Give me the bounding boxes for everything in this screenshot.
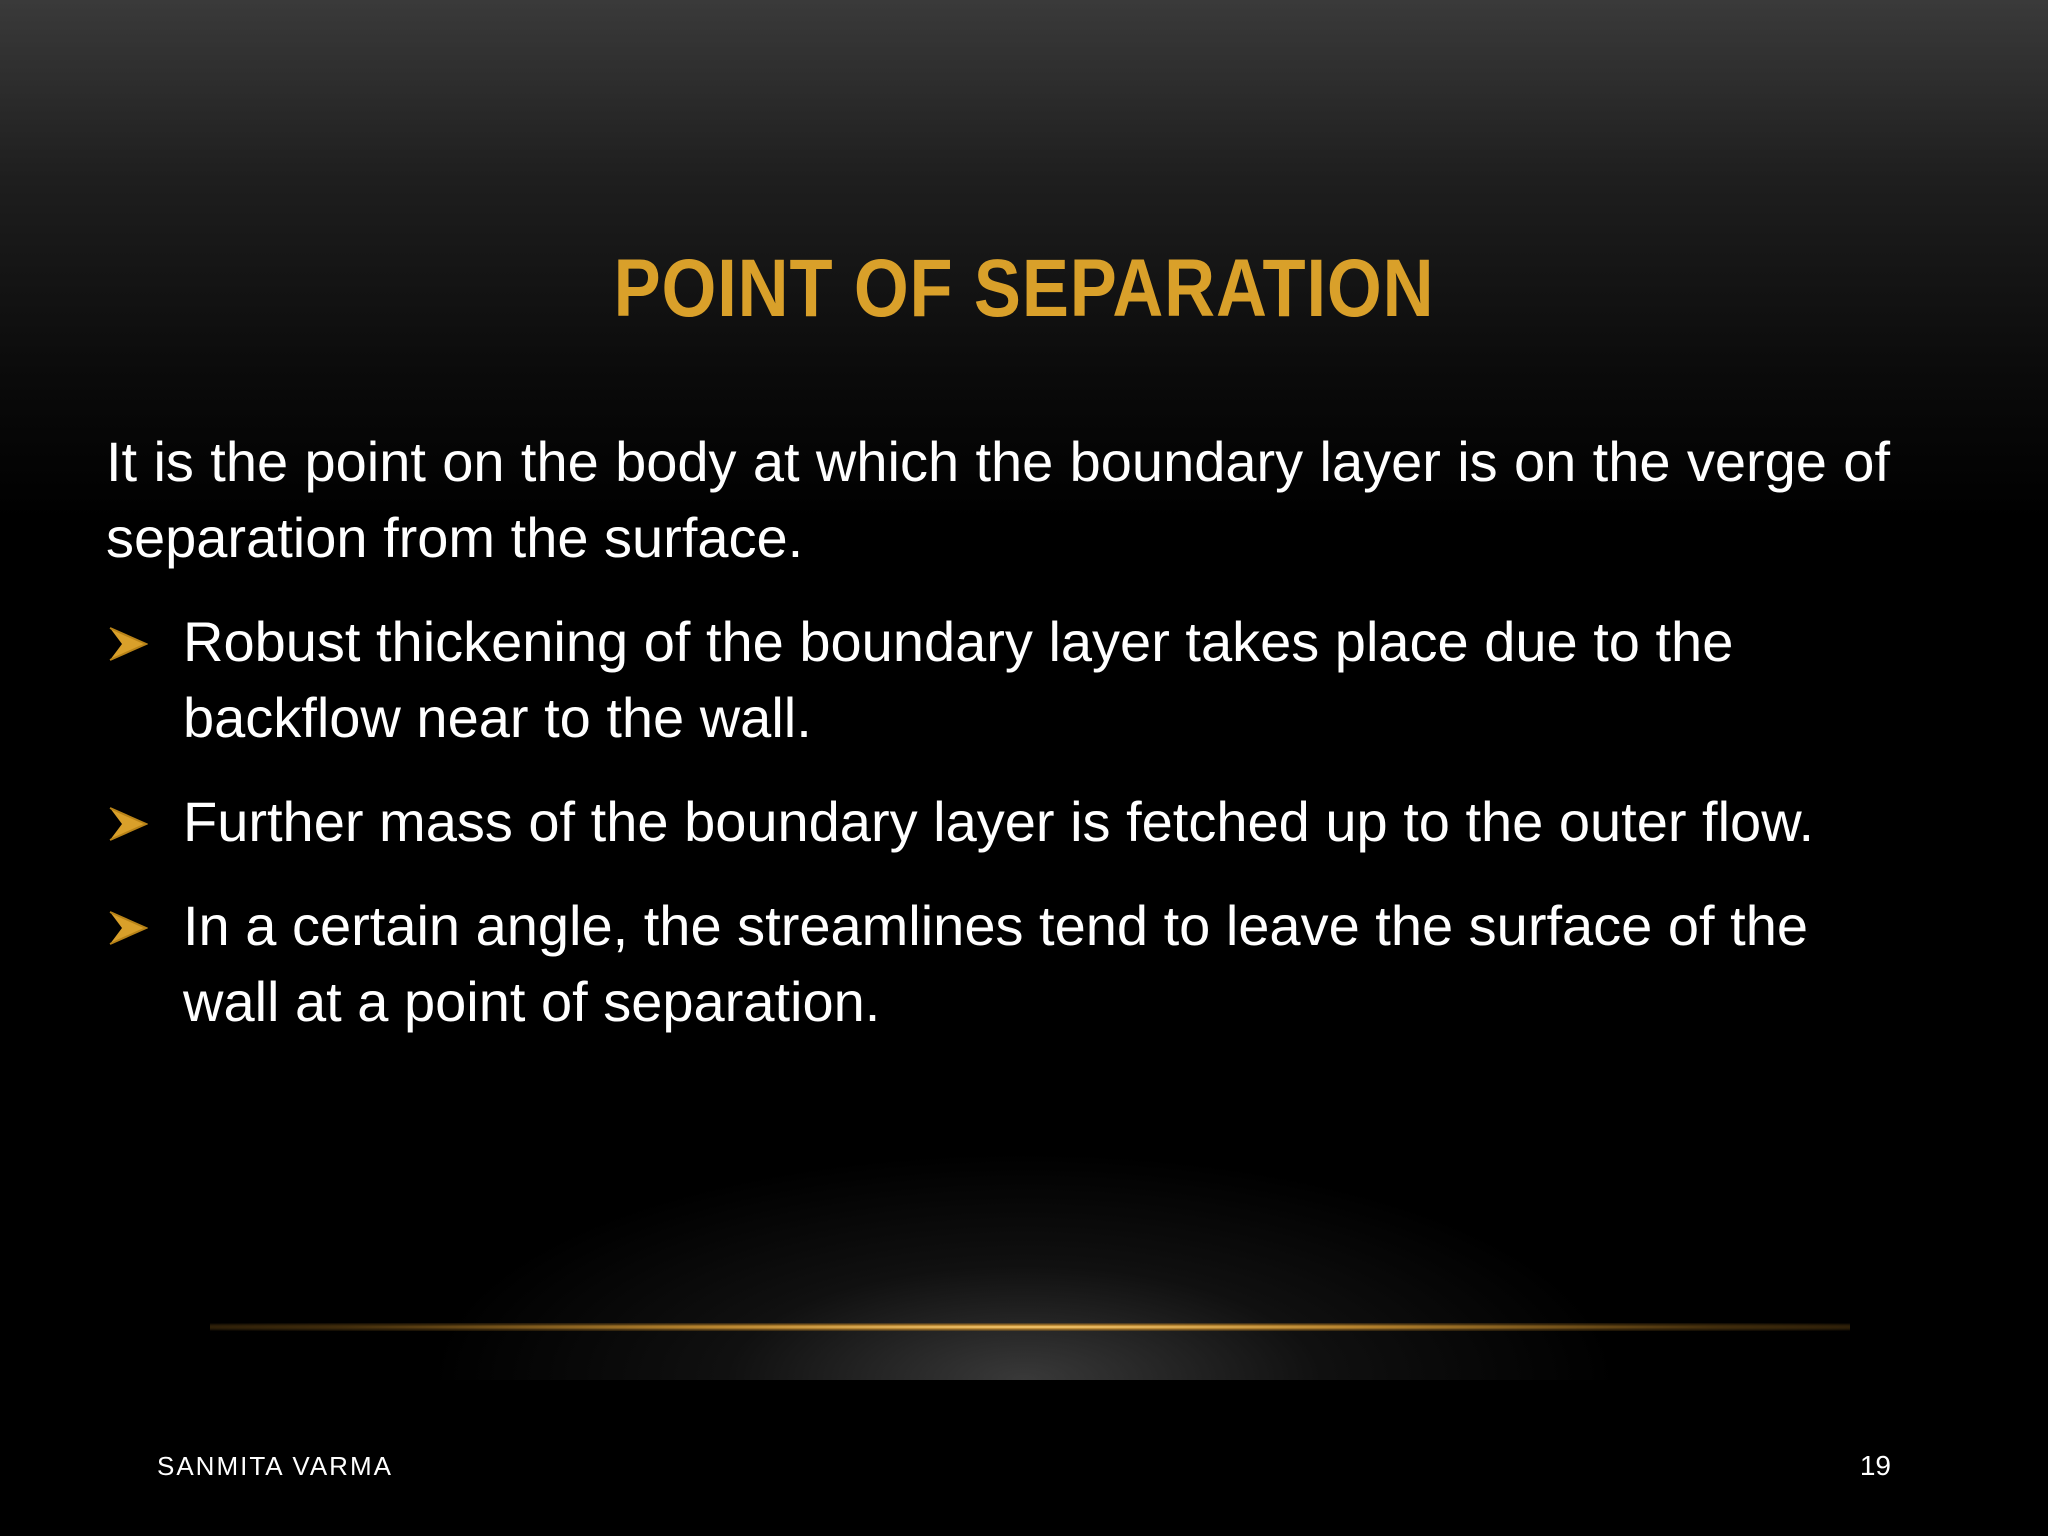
bullet-text-2: Further mass of the boundary layer is fetched up to the outer flow. — [183, 790, 1815, 853]
bullet-text-1: Robust thickening of the boundary layer takes place due to the backflow near to the wall. — [183, 610, 1734, 749]
bullet-text-3: In a certain angle, the streamlines tend to leave the surface of the wall at a point of separation. — [183, 894, 1808, 1033]
footer-author: SANMITA VARMA — [157, 1451, 393, 1481]
intro-paragraph: It is the point on the body at which the boundary layer is on the verge of separation from the surface. — [106, 430, 1890, 569]
page-number: 19 — [1859, 1450, 1891, 1481]
gold-divider-line — [210, 1323, 1850, 1331]
bottom-glow — [424, 1150, 1624, 1380]
arrowhead-icon — [108, 804, 148, 844]
bullet-item-2 — [106, 784, 1890, 860]
bullet-item-3 — [106, 888, 1890, 1040]
arrowhead-icon — [108, 624, 148, 664]
slide-body — [106, 424, 1890, 1068]
arrowhead-icon — [108, 908, 148, 948]
slide-title: POINT OF SEPARATION — [613, 243, 1435, 334]
bullet-item-1 — [106, 604, 1890, 756]
